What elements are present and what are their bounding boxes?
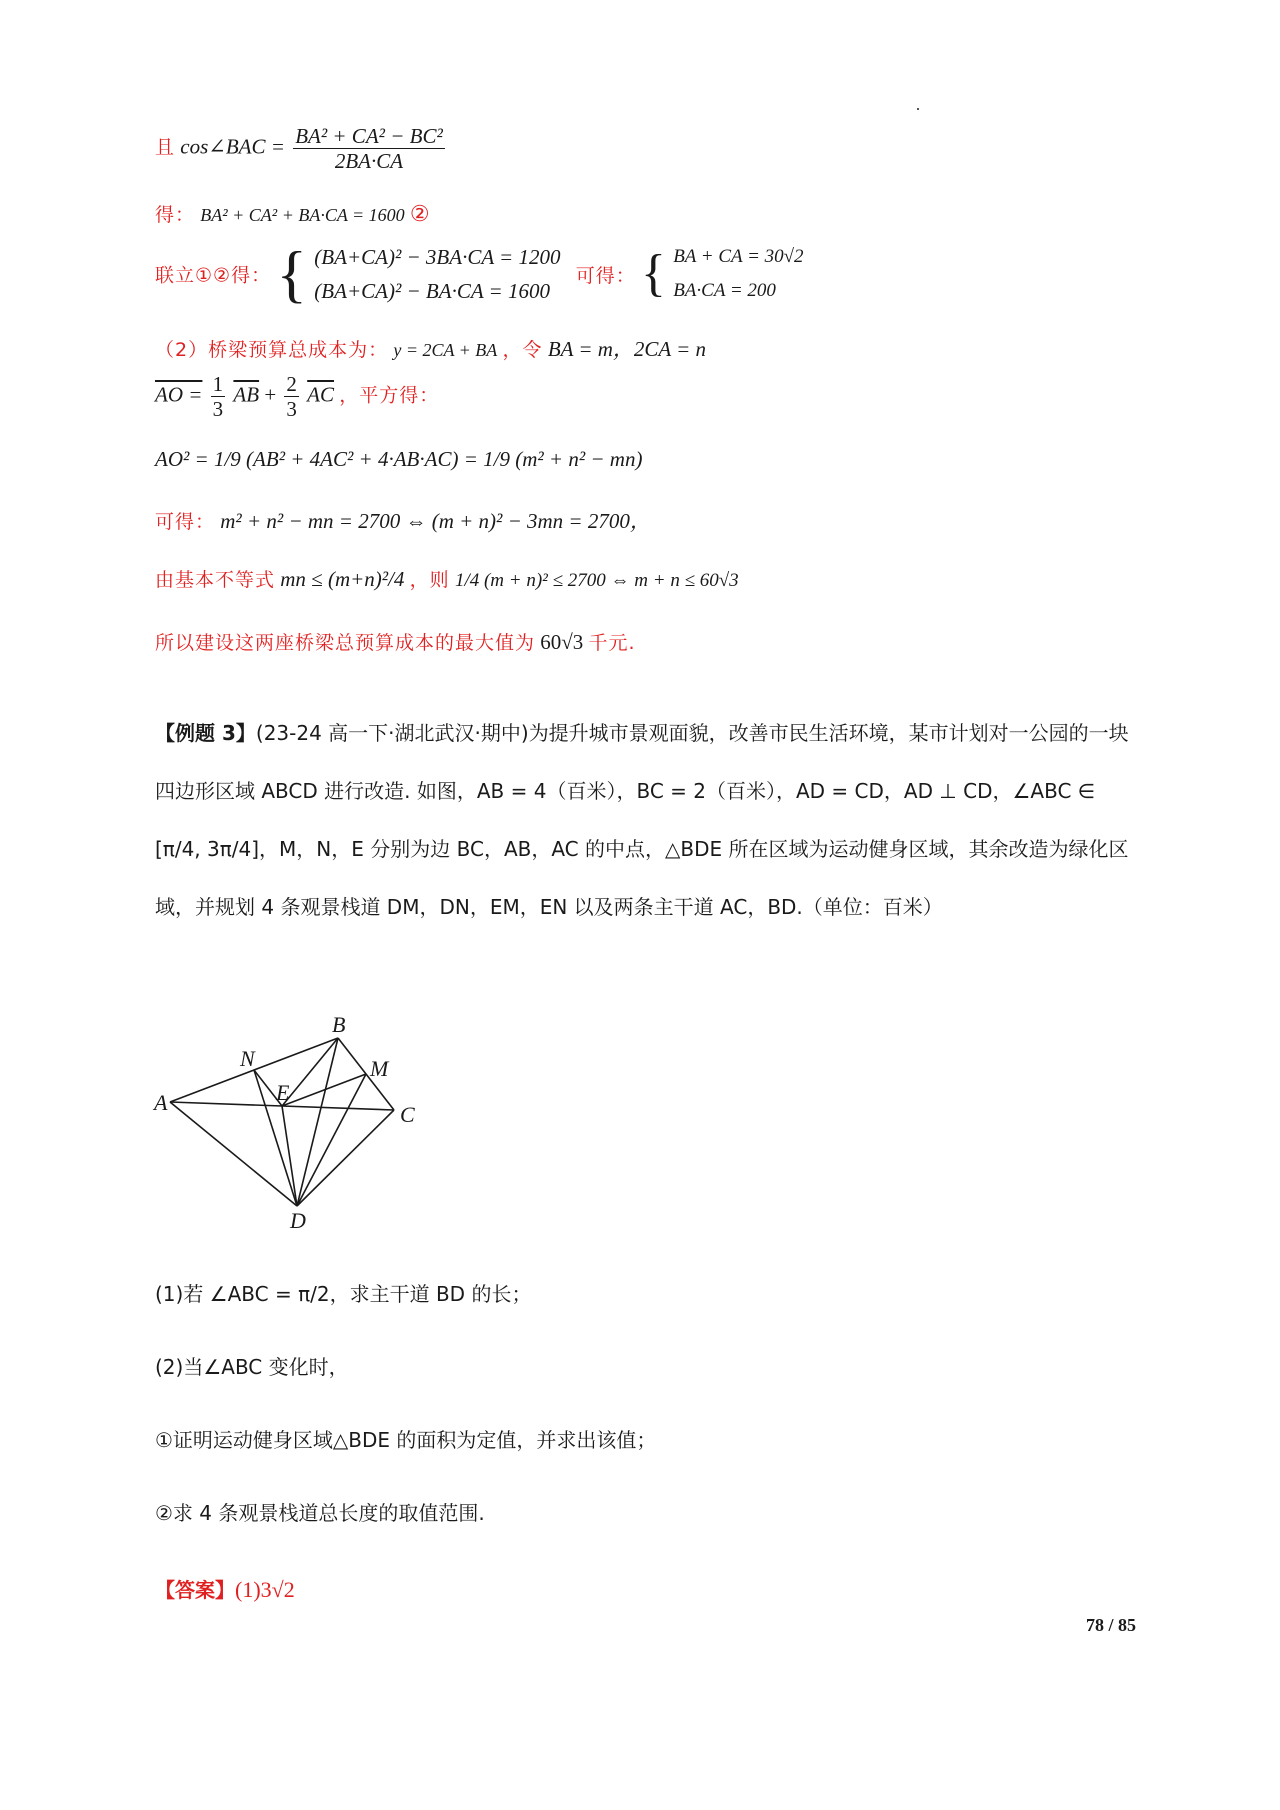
- label-M: M: [370, 1056, 389, 1081]
- question-2a: ①证明运动健身区域△BDE 的面积为定值，并求出该值；: [155, 1428, 657, 1452]
- cos-fraction: $\frac{\text{BA² + CA² − BC²}}{2BA\cdot CA}$: [295, 124, 443, 174]
- system-equations: (BA+CA)² − 3BA·CA = 1200 (BA+CA)² − BA·CA = 1600: [314, 245, 561, 303]
- label-N: N: [240, 1046, 255, 1071]
- example-tag: 【例题 3】: [155, 721, 256, 745]
- label-B: B: [332, 1012, 346, 1037]
- edge-CD: [297, 1110, 394, 1206]
- solution-line-conclusion: 所以建设这两座桥梁总预算成本的最大值为 60√3 千元.: [155, 630, 636, 654]
- solution-line-system: 联立①②得： { (BA+CA)² − 3BA·CA = 1200 (BA+CA)² − BA·CA = 1600 可得： { BA + CA = 30√2 BA·CA = 200: [155, 238, 804, 309]
- example-body: 为提升城市景观面貌，改善市民生活环境，某市计划对一公园的一块四边形区域 ABCD 进行改造. 如图，AB = 4（百米），BC = 2（百米），AD = CD，AD ⊥ CD，∠ABC ∈ [π/4, 3π/4]，M，N，E 分别为边 BC，AB，AC 的中点，△BDE 所在区域为运动健身区域，其余改造为绿化区域，并规划 4 条观景栈道 DM，DN，EM，EN 以及两条主干道 AC，BD.（单位：百米）: [155, 721, 1129, 919]
- path-DM: [297, 1074, 366, 1206]
- page-number: 78 / 85: [1085, 1615, 1136, 1635]
- label-D: D: [290, 1208, 306, 1230]
- seg-DE: [282, 1106, 297, 1206]
- example-3-statement: [155, 704, 1135, 936]
- solution-line-2: 得： BA² + CA² + BA·CA = 1600 ②: [155, 201, 430, 226]
- speck: [917, 108, 919, 110]
- question-2: (2)当∠ABC 变化时，: [155, 1355, 349, 1379]
- answer-line: [155, 1568, 1135, 1612]
- cos-lhs: cos∠BAC =: [180, 134, 285, 159]
- solution-line-square: AO² = 1/9 (AB² + 4AC² + 4·AB·AC) = 1/9 (m² + n² − mn): [155, 447, 643, 471]
- solution-line-result: 可得： m² + n² − mn = 2700 ⇔ (m + n)² − 3mn = 2700，: [155, 509, 651, 533]
- question-2b: ②求 4 条观景栈道总长度的取值范围.: [155, 1501, 485, 1525]
- answer-tag: 【答案】: [155, 1578, 235, 1602]
- system-results: BA + CA = 30√2 BA·CA = 200: [673, 246, 804, 301]
- label-E: E: [276, 1080, 290, 1105]
- left-brace: {: [276, 238, 308, 309]
- solution-line-cost: （2）桥梁预算总成本为： y = 2CA + BA ，令 BA = m，2CA = n: [155, 337, 707, 361]
- solution-line-vector: AO = $\frac{1}{3}$ $\overline{AB}$ + $\frac{2}{3}$ $\overline{AC}$ ，平方得：: [155, 372, 440, 422]
- answer-value: (1)3√2: [235, 1577, 295, 1602]
- solution-line-cos: 且 cos∠BAC = $\frac{\text{BA² + CA² − BC²}}{2BA\cdot CA}$: [155, 124, 443, 174]
- solution-line-inequality: 由基本不等式 mn ≤ (m+n)²/4 ，则 1/4 (m + n)² ≤ 2700 ⇔ m + n ≤ 60√3: [155, 567, 739, 591]
- quadrilateral-figure: [150, 1010, 450, 1230]
- label-A: A: [154, 1090, 168, 1115]
- example-source: (23-24 高一下·湖北武汉·期中): [255, 721, 529, 745]
- left-brace-2: {: [640, 245, 666, 302]
- question-1: (1)若 ∠ABC = π/2，求主干道 BD 的长；: [155, 1282, 532, 1306]
- edge-AD: [170, 1102, 297, 1206]
- label-C: C: [400, 1102, 415, 1127]
